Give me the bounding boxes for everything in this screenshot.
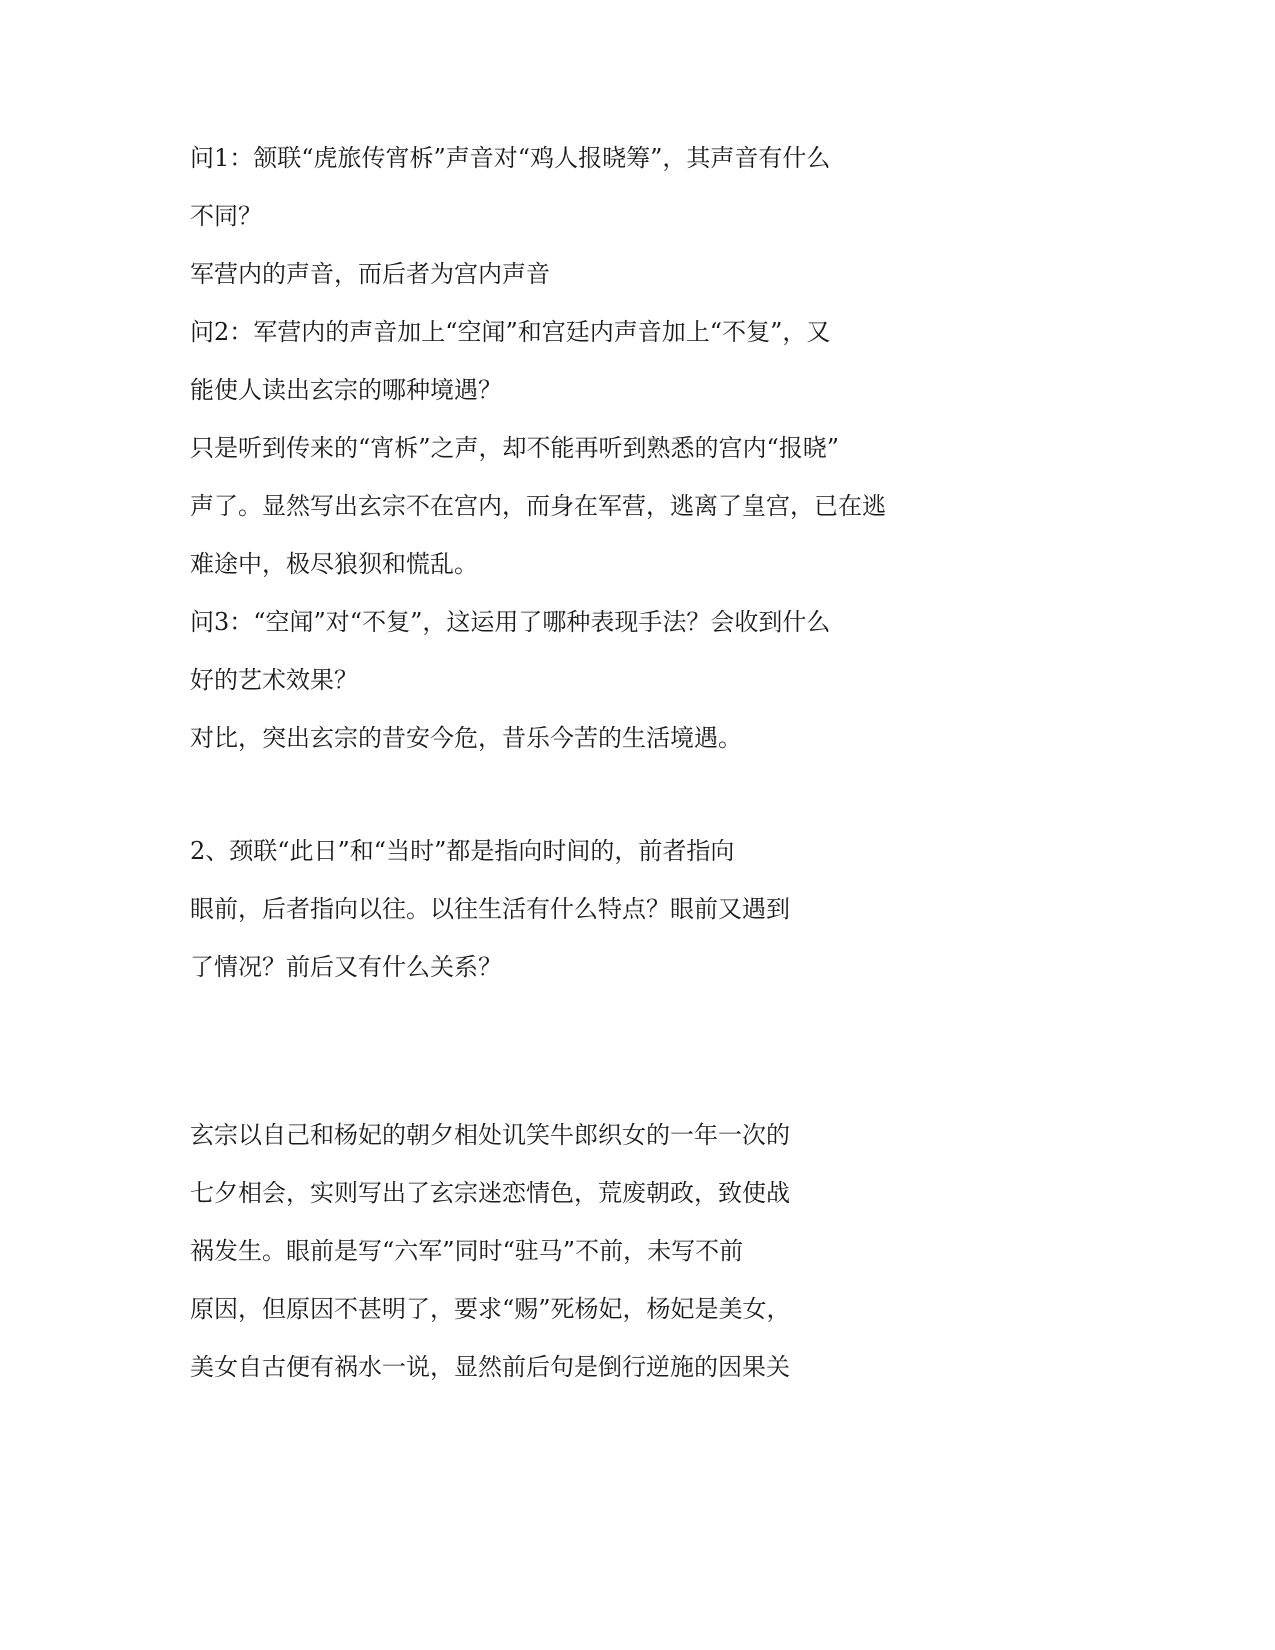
- text-line: 难途中，极尽狼狈和慌乱。: [190, 550, 478, 578]
- text-line: 好的艺术效果？: [190, 666, 358, 694]
- text-line: 七夕相会，实则写出了玄宗迷恋情色，荒废朝政，致使战: [190, 1179, 790, 1207]
- text-line: 问3：“空闻”对“不复”，这运用了哪种表现手法？会收到什么: [190, 608, 831, 636]
- text-line: 祸发生。眼前是写“六军”同时“驻马”不前，未写不前: [190, 1237, 744, 1265]
- text-line: 玄宗以自己和杨妃的朝夕相处讥笑牛郎织女的一年一次的: [190, 1121, 790, 1149]
- text-line: 能使人读出玄宗的哪种境遇？: [190, 376, 502, 404]
- text-line: 声了。显然写出玄宗不在宫内，而身在军营，逃离了皇宫，已在逃: [190, 492, 886, 520]
- text-line: 军营内的声音，而后者为宫内声音: [190, 260, 550, 288]
- text-line: 眼前，后者指向以往。以往生活有什么特点？眼前又遇到: [190, 895, 790, 923]
- text-line: 原因，但原因不甚明了，要求“赐”死杨妃，杨妃是美女，: [190, 1295, 791, 1323]
- text-line: 只是听到传来的“宵柝”之声，却不能再听到熟悉的宫内“报晓”: [190, 434, 840, 462]
- text-line: 2、颈联“此日”和“当时”都是指向时间的，前者指向: [190, 837, 735, 865]
- text-line: 问1：颔联“虎旅传宵柝”声音对“鸡人报晓筹”，其声音有什么: [190, 144, 831, 172]
- text-line: 对比，突出玄宗的昔安今危，昔乐今苦的生活境遇。: [190, 724, 742, 752]
- text-line: 问2：军营内的声音加上“空闻”和宫廷内声音加上“不复”，又: [190, 318, 831, 346]
- text-line: 美女自古便有祸水一说，显然前后句是倒行逆施的因果关: [190, 1353, 790, 1381]
- text-line: 不同？: [190, 202, 262, 230]
- text-line: 了情况？前后又有什么关系？: [190, 953, 502, 981]
